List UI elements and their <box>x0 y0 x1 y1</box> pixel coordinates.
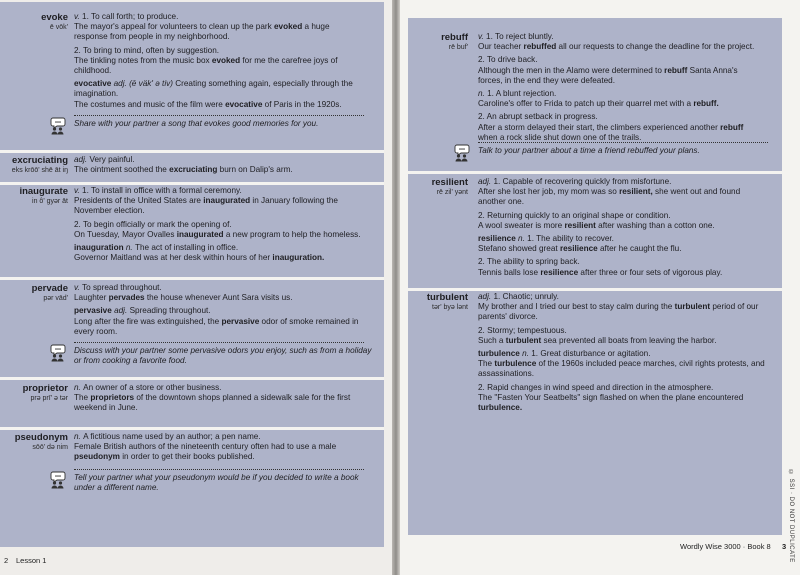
definition-line: The mayor's appeal for volunteers to clean up the park evoked a huge <box>74 22 330 32</box>
definition-turbulent <box>478 292 765 413</box>
copyright-side-notice: © SSI · DO NOT DUPLICATE <box>788 470 794 563</box>
definition-line: November election. <box>74 206 145 216</box>
partner-discussion-icon <box>50 117 66 135</box>
definition-line: assassinations. <box>478 369 534 379</box>
definition-proprietor <box>74 383 350 414</box>
headword-proprietor <box>0 383 68 403</box>
definition-line: v. 1. To install in office with a formal ceremony. <box>74 186 242 195</box>
lesson-label: Lesson 1 <box>16 556 47 565</box>
entry-separator <box>408 288 782 291</box>
partner-prompt-evoke <box>74 119 318 129</box>
right-page-number: 3 <box>782 542 787 551</box>
headword-text: inaugurate <box>19 186 68 197</box>
definition-evoke <box>74 12 353 110</box>
headword-text: pervade <box>31 283 68 294</box>
left-page <box>0 0 392 575</box>
definition-line: Long after the fire was extinguished, the pervasive odor of smoke remained in <box>74 316 359 326</box>
headword-turbulent <box>400 292 468 312</box>
definition-line: parents' divorce. <box>478 312 538 322</box>
pronunciation: pər vād' <box>43 295 68 302</box>
definition-line: Although the men in the Alamo were determined to rebuff Santa Anna's <box>478 65 738 75</box>
headword-evoke <box>0 12 68 32</box>
headword-text: proprietor <box>22 383 68 394</box>
definition-line: 2. An abrupt setback in progress. <box>478 112 598 122</box>
definition-line: imagination. <box>74 89 119 99</box>
definition-line: Caroline's offer to Frida to patch up their quarrel met with a rebuff. <box>478 99 719 109</box>
partner-discussion-icon <box>454 144 470 162</box>
definition-line: Governor Maitland was at her desk within hours of her inauguration. <box>74 253 325 263</box>
prompt-line: Discuss with your partner some pervasive odors you enjoy, such as from a holiday <box>74 346 372 355</box>
headword-text: resilient <box>431 177 468 188</box>
pronunciation: prə prī' ə tər <box>30 395 68 402</box>
definition-line: A wool sweater is more resilient after washing than a cotton one. <box>478 220 715 230</box>
definition-excruciating <box>74 155 293 175</box>
definition-line: On Tuesday, Mayor Ovalles inaugurated a new program to help the homeless. <box>74 229 361 239</box>
definition-line: v. 1. To reject bluntly. <box>478 32 554 41</box>
definition-line: v. To spread throughout. <box>74 283 162 292</box>
pronunciation: in ô' gyər āt <box>32 198 68 205</box>
partner-prompt-pseudonym <box>74 473 359 493</box>
definition-line: 2. Stormy; tempestuous. <box>478 325 567 335</box>
right-page <box>400 0 800 575</box>
definition-line: turbulence n. 1. Great disturbance or agitation. <box>478 349 651 359</box>
definition-line: Laughter pervades the house whenever Aunt Sara visits us. <box>74 293 293 303</box>
definition-line: resilience n. 1. The ability to recover. <box>478 234 614 244</box>
definition-line: childhood. <box>74 66 112 76</box>
book-label: Wordly Wise 3000 · Book 8 <box>680 542 771 551</box>
prompt-divider <box>74 115 364 116</box>
definition-line: response from people in my neighborhood. <box>74 32 230 42</box>
prompt-line: Share with your partner a song that evokes good memories for you. <box>74 119 319 128</box>
definition-line: My brother and I tried our best to stay calm during the turbulent period of our <box>478 302 759 312</box>
partner-prompt-pervade <box>74 346 371 366</box>
entry-separator <box>0 377 384 380</box>
entry-separator <box>0 427 384 430</box>
definition-line: pseudonym in order to get their books published. <box>74 452 255 462</box>
definition-line: every room. <box>74 326 118 336</box>
prompt-divider <box>478 142 768 143</box>
definition-line: Such a turbulent sea prevented all boats from leaving the harbor. <box>478 335 717 345</box>
headword-resilient <box>400 177 468 197</box>
definition-line: Tennis balls lose resilience after three or four sets of vigorous play. <box>478 267 723 277</box>
pronunciation: rē zil' yənt <box>436 189 468 196</box>
definition-line: when a rock slide shut down one of the trails. <box>478 132 642 142</box>
prompt-divider <box>74 342 364 343</box>
partner-discussion-icon <box>50 344 66 362</box>
headword-inaugurate <box>0 186 68 206</box>
headword-pervade <box>0 283 68 303</box>
definition-line: n. A fictitious name used by an author; a pen name. <box>74 432 261 441</box>
definition-line: 2. To drive back. <box>478 55 538 65</box>
definition-line: Presidents of the United States are inaugurated in January following the <box>74 196 338 206</box>
prompt-line: Talk to your partner about a time a friend rebuffed your plans. <box>478 146 700 155</box>
definition-line: The tinkling notes from the music box evoked for me the carefree joys of <box>74 55 338 65</box>
definition-line: pervasive adj. Spreading throughout. <box>74 306 211 316</box>
definition-line: weekend in June. <box>74 403 138 413</box>
definition-pervade <box>74 283 358 337</box>
headword-text: excruciating <box>12 155 68 166</box>
pronunciation: eks krōō' shē āt iŋ <box>11 167 68 174</box>
definition-line: forces, in the end they were defeated. <box>478 75 616 85</box>
entry-separator <box>0 277 384 280</box>
definition-line: 2. To begin officially or mark the opening of. <box>74 219 232 229</box>
prompt-line: under a different name. <box>74 483 159 493</box>
headword-pseudonym <box>0 432 68 452</box>
pronunciation: tər' byə lənt <box>432 304 468 311</box>
headword-text: pseudonym <box>14 432 68 443</box>
definition-line: The proprietors of the downtown shops planned a sidewalk sale for the first <box>74 393 351 403</box>
definition-line: adj. 1. Chaotic; unruly. <box>478 292 559 301</box>
pronunciation: ē vōk' <box>49 24 68 31</box>
definition-line: The costumes and music of the film were evocative of Paris in the 1920s. <box>74 99 342 109</box>
headword-text: rebuff <box>441 32 468 43</box>
prompt-line: or from cooking a favorite food. <box>74 356 187 366</box>
headword-text: turbulent <box>426 292 468 303</box>
definition-line: Stefano showed great resilience after he caught the flu. <box>478 244 682 254</box>
definition-rebuff <box>478 32 754 143</box>
definition-line: The ointment soothed the excruciating burn on Dalip's arm. <box>74 165 293 175</box>
definition-line: v. 1. To call forth; to produce. <box>74 12 179 21</box>
pronunciation: sōō' də nim <box>32 444 68 451</box>
entry-separator <box>408 171 782 174</box>
partner-discussion-icon <box>50 471 66 489</box>
definition-line: turbulence. <box>478 403 523 413</box>
definition-line: evocative adj. (ē väk' ə tiv) Creating something again, especially through the <box>74 79 353 89</box>
left-page-number: 2 <box>4 556 9 565</box>
entry-separator <box>0 150 384 153</box>
entry-separator <box>0 182 384 185</box>
definition-resilient <box>478 177 740 278</box>
definition-line: adj. 1. Capable of recovering quickly from misfortune. <box>478 177 672 186</box>
definition-line: Female British authors of the nineteenth century often had to use a male <box>74 442 337 452</box>
definition-line: n. 1. A blunt rejection. <box>478 89 557 99</box>
definition-line: After she lost her job, my mom was so resilient, she went out and found <box>478 187 741 197</box>
definition-line: The "Fasten Your Seatbelts" sign flashed on when the plane encountered <box>478 392 744 402</box>
definition-line: inauguration n. The act of installing in office. <box>74 243 239 253</box>
definition-line: adj. Very painful. <box>74 155 135 164</box>
book-gutter <box>392 0 400 575</box>
pronunciation: rē buf' <box>448 44 468 51</box>
definition-line: 2. Rapid changes in wind speed and direction in the atmosphere. <box>478 382 714 392</box>
definition-line: another one. <box>478 197 524 207</box>
prompt-divider <box>74 469 364 470</box>
definition-line: The turbulence of the 1960s included peace marches, civil rights protests, and <box>478 359 765 369</box>
partner-prompt-rebuff <box>478 146 700 156</box>
definition-line: Our teacher rebuffed all our requests to change the deadline for the project. <box>478 42 755 52</box>
headword-text: evoke <box>41 12 68 23</box>
prompt-line: Tell your partner what your pseudonym would be if you decided to write a book <box>74 473 359 482</box>
definition-line: 2. To bring to mind, often by suggestion. <box>74 45 220 55</box>
definition-inaugurate <box>74 186 361 263</box>
definition-line: 2. The ability to spring back. <box>478 257 580 267</box>
definition-pseudonym <box>74 432 336 463</box>
definition-line: After a storm delayed their start, the climbers experienced another rebuff <box>478 122 744 132</box>
definition-line: 2. Returning quickly to an original shape or condition. <box>478 210 671 220</box>
headword-excruciating <box>0 155 68 175</box>
definition-line: n. An owner of a store or other business. <box>74 383 222 392</box>
headword-rebuff <box>400 32 468 52</box>
